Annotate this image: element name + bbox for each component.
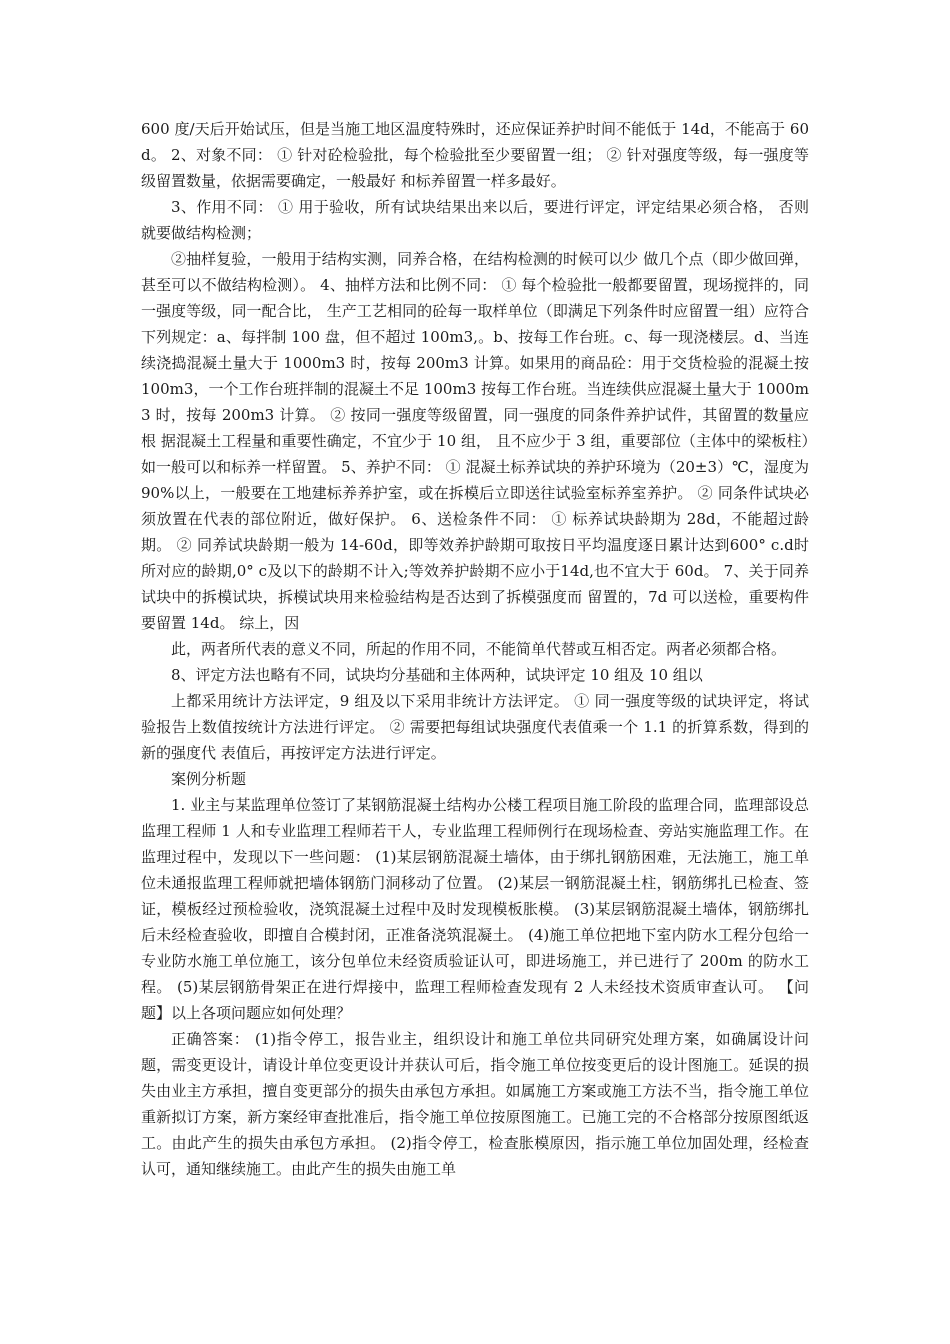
paragraph-2: 3、作用不同： ① 用于验收，所有试块结果出来以后，要进行评定，评定结果必须合格， 否则就要做结构检测； xyxy=(141,198,809,242)
paragraph-case: 1. 业主与某监理单位签订了某钢筋混凝土结构办公楼工程项目施工阶段的监理合同，监理部设总监理工程师 1 人和专业监理工程师若干人，专业监理工程师例行在现场检查、旁站实施监理工作。在监理过程中，发现以下一些问题： (1)某层钢筋混凝土墙体，由于绑扎钢筋困难，无法施工，施工单位未通报监理工程师就把墙体钢筋门洞移动了位置。 (2)某层一钢筋混凝土柱，钢筋绑扎已检查、签证，模板经过预检验收，浇筑混凝土过程中及时发现模板胀模。 (3)某层钢筋混凝土墙体，钢筋绑扎后未经检查验收，即擅自合模封闭，正准备浇筑混凝土。 (4)施工单位把地下室内防水工程分包给一专业防水施工单位施工，该分包单位未经资质验证认可，即进场施工，并已进行了 200m 的防水工程。 (5)某层钢筋骨架正在进行焊接中，监理工程师检查发现有 2 人未经技术资质审查认可。 【问题】以上各项问题应如何处理？ xyxy=(141,796,809,1022)
document-body xyxy=(141,116,809,1182)
paragraph-5: 8、评定方法也略有不同，试块均分基础和主体两种，试块评定 10 组及 10 组以 xyxy=(171,666,703,684)
paragraph-answer: 正确答案： (1)指令停工，报告业主，组织设计和施工单位共同研究处理方案，如确属设计问题，需变更设计，请设计单位变更设计并获认可后，指令施工单位按变更后的设计图施工。延误的损失由业主方承担，擅自变更部分的损失由承包方承担。如属施工方案或施工方法不当，指令施工单位重新拟订方案，新方案经审查批准后，指令施工单位按原图施工。已施工完的不合格部分按原图纸返工。由此产生的损失由承包方承担。 (2)指令停工，检查胀模原因，指示施工单位加固处理，经检查认可，通知继续施工。由此产生的损失由施工单 xyxy=(141,1030,809,1178)
paragraph-6: 上都采用统计方法评定，9 组及以下采用非统计方法评定。 ① 同一强度等级的试块评定，将试验报告上数值按统计方法进行评定。 ② 需要把每组试块强度代表值乘一个 1.1 的折算系数，得到的新的强度代 表值后，再按评定方法进行评定。 xyxy=(141,692,809,762)
section-heading: 案例分析题 xyxy=(171,770,247,788)
paragraph-3: ②抽样复验，一般用于结构实测，同养合格，在结构检测的时候可以少 做几个点（即少做回弹，甚至可以不做结构检测）。 4、抽样方法和比例不同： ① 每个检验批一般都要留置，现场搅拌的，同一强度等级，同一配合比， 生产工艺相同的砼每一取样单位（即满足下列条件时应留置一组）应符合下列规定：a、每拌制 100 盘，但不超过 100m3,。b、按每工作台班。c、每一现浇楼层。d、当连续浇捣混凝土量大于 1000m3 时，按每 200m3 计算。如果用的商品砼：用于交货检验的混凝土按 100m3，一个工作台班拌制的混凝土不足 100m3 按每工作台班。当连续供应混凝土量大于 1000m3 时，按每 200m3 计算。 ② 按同一强度等级留置，同一强度的同条件养护试件，其留置的数量应根 据混凝土工程量和重要性确定，不宜少于 10 组， 且不应少于 3 组，重要部位（主体中的梁板柱）如一般可以和标养一样留置。 5、养护不同： ① 混凝土标养试块的养护环境为（20±3）℃，湿度为 90%以上，一般要在工地建标养养护室，或在拆模后立即送往试验室标养室养护。 ② 同条件试块必须放置在代表的部位附近，做好保护。 6、送检条件不同： ① 标养试块龄期为 28d，不能超过龄期。 ② 同养试块龄期一般为 14-60d，即等效养护龄期可取按日平均温度逐日累计达到600° c.d时所对应的龄期,0° c及以下的龄期不计入;等效养护龄期不应小于14d,也不宜大于 60d。 7、关于同养试块中的拆模试块，拆模试块用来检验结构是否达到了拆模强度而 留置的，7d 可以送检，重要构件要留置 14d。 综上，因 xyxy=(141,250,809,632)
paragraph-1: 600 度/天后开始试压，但是当施工地区温度特殊时，还应保证养护时间不能低于 14d，不能高于 60d。 2、对象不同： ① 针对砼检验批，每个检验批至少要留置一组； ② 针对强度等级，每一强度等级留置数量，依据需要确定，一般最好 和标养留置一样多最好。 xyxy=(141,120,809,190)
paragraph-4: 此，两者所代表的意义不同，所起的作用不同，不能简单代替或互相否定。两者必须都合格。 xyxy=(171,640,787,658)
